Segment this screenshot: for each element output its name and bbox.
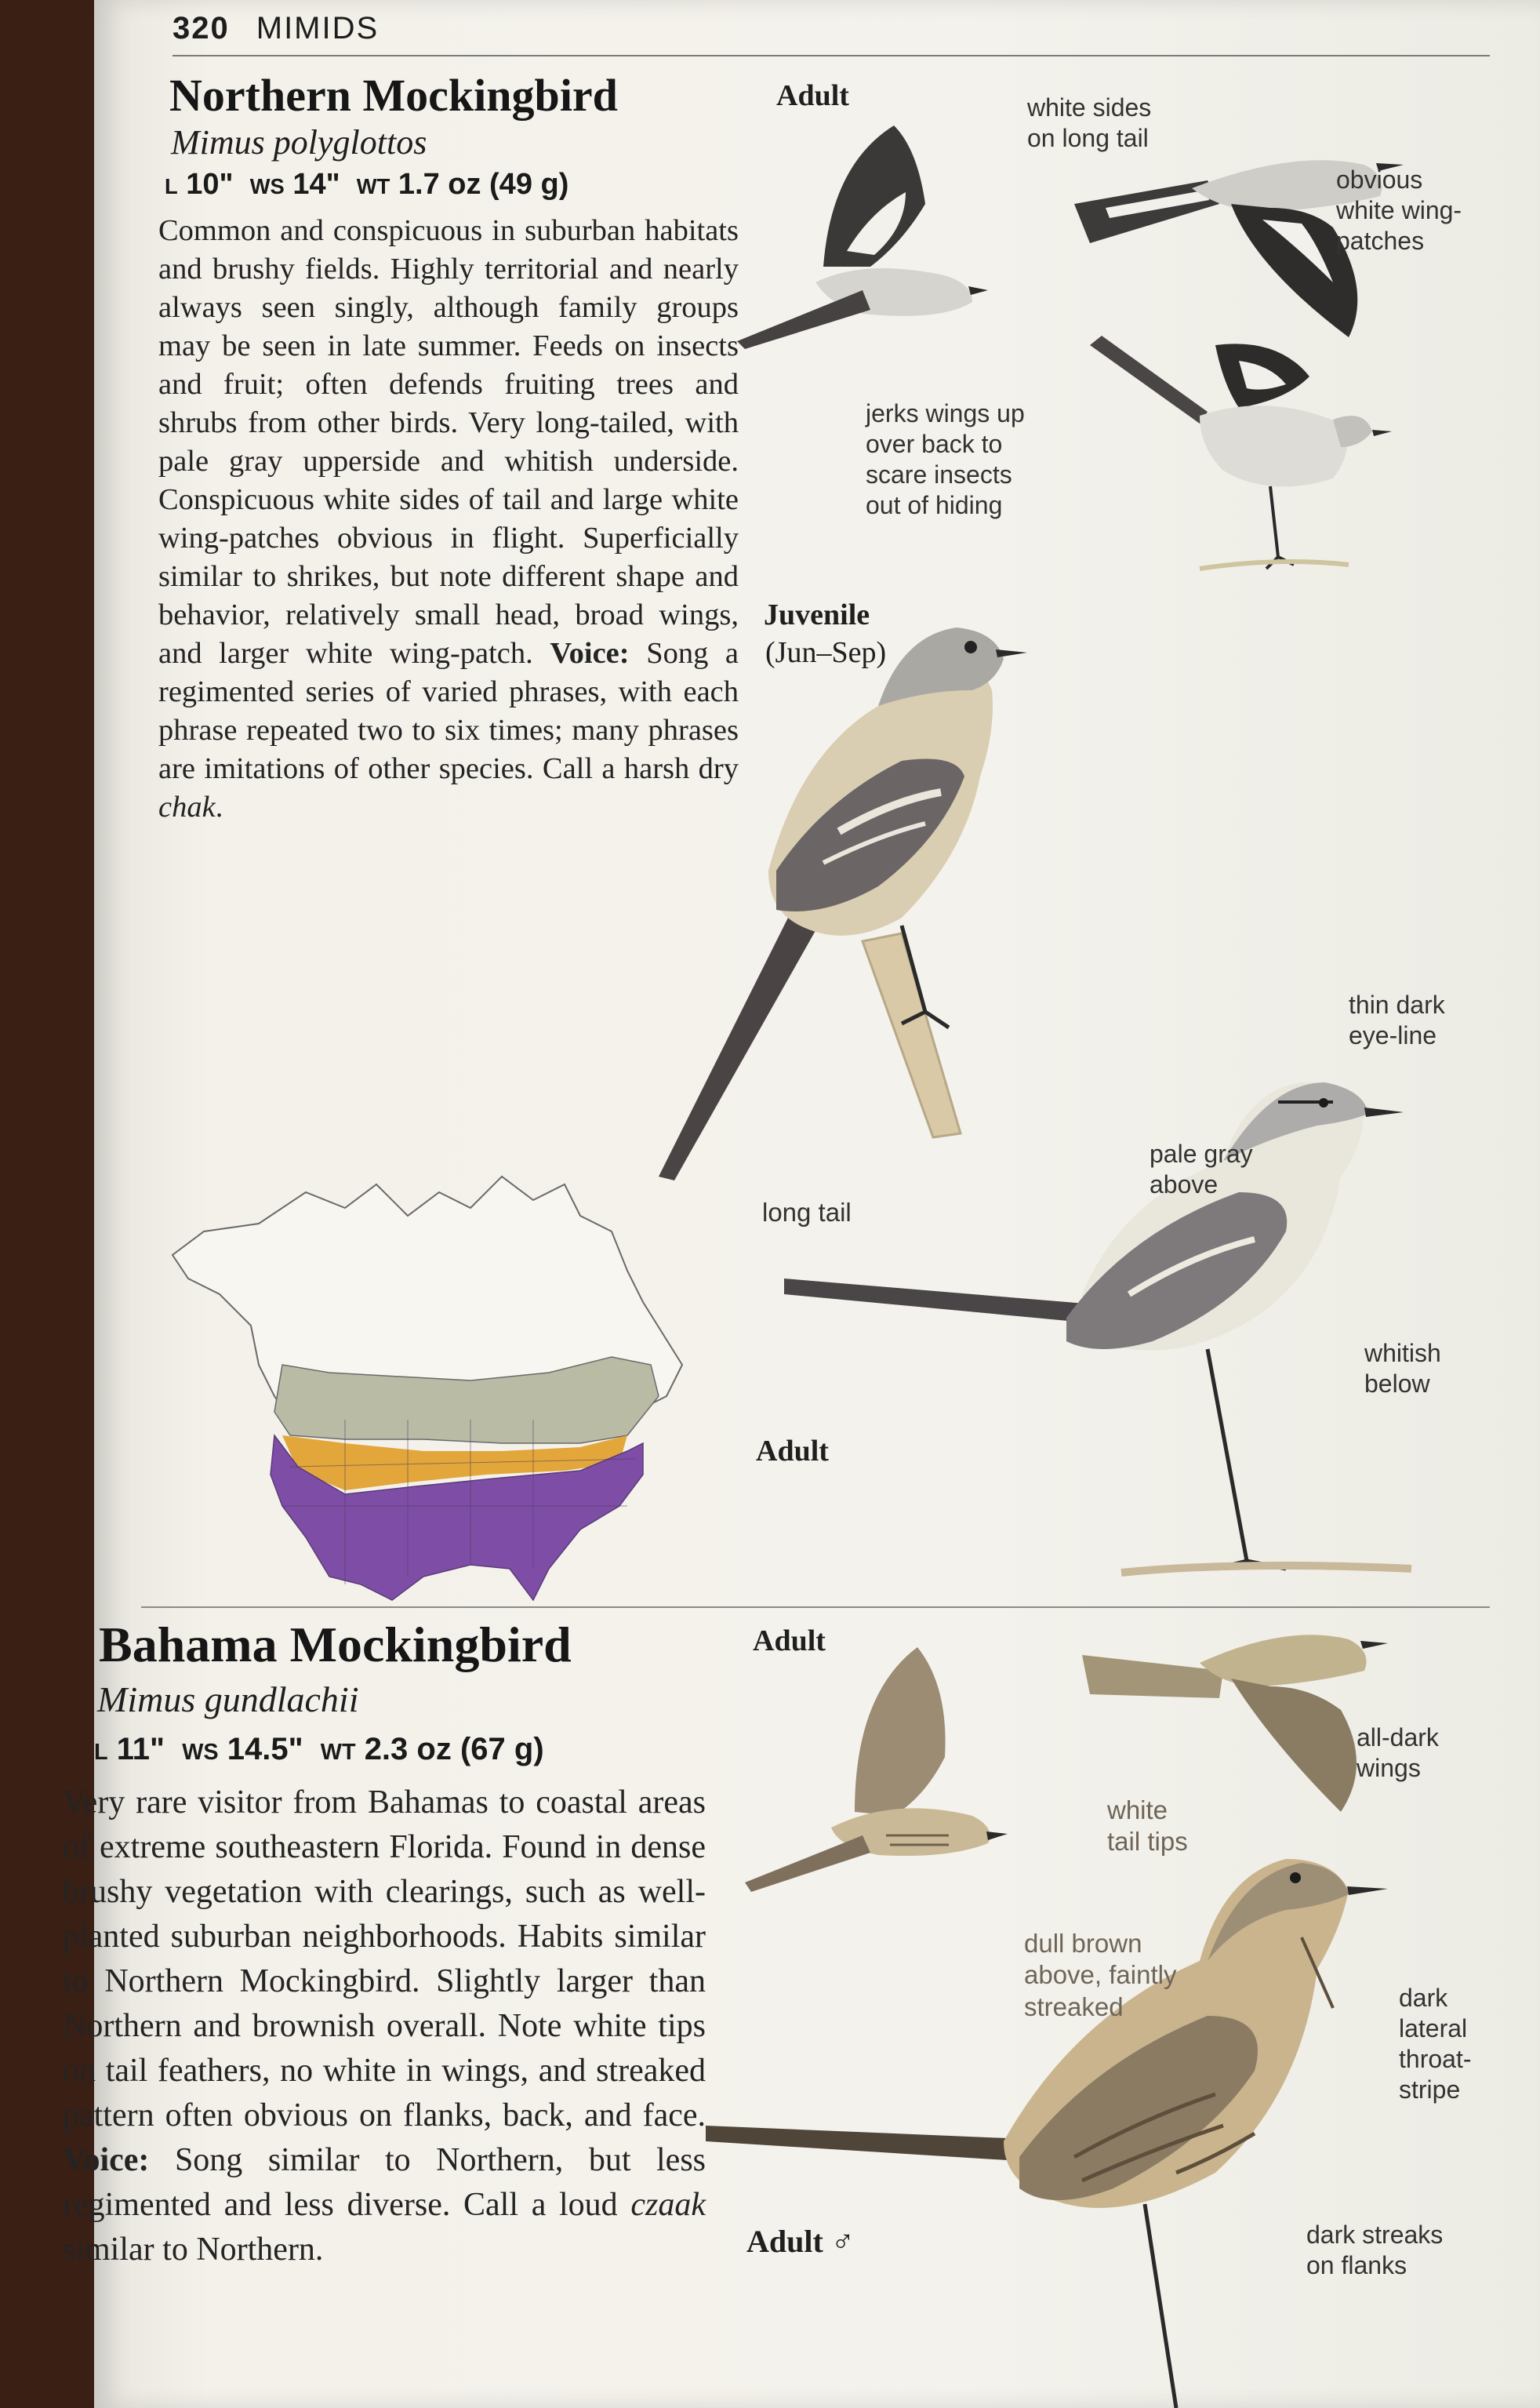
field-guide-page (63, 0, 1540, 2408)
northern-juvenile-period: (Jun–Sep) (765, 636, 887, 669)
header-rule (173, 55, 1490, 56)
northern-measurements: L 10" WS 14" WT 1.7 oz (49 g) (165, 168, 569, 201)
northern-adult-flight-illustration (737, 118, 1066, 361)
callout-wing-patches: obvious white wing- patches (1336, 166, 1462, 256)
callout-whitish-below: whitish below (1364, 1339, 1441, 1399)
bahama-adult-male-label: Adult ♂ (746, 2224, 855, 2259)
callout-throat-stripe: dark lateral throat- stripe (1399, 1984, 1472, 2104)
northern-species-name: Northern Mockingbird (169, 70, 618, 121)
page-number: 320 (173, 11, 230, 45)
northern-adult-flight-label: Adult (776, 79, 849, 112)
bahama-description: Very rare visitor from Bahamas to coastal areas of extreme southeastern Florida. Found in dense brushy vegetation with clearings, such as well-planted suburban neighborhoods. Habits similar to Northern Mockingbird. Slightly larger than Northern and brownish overall. Note white tips on tail feathers, no white in wings, and streaked pattern often obvious on flanks, back, and face. Voice: Song similar to Northern, but less regimented and less diverse. Call a loud czaak similar to Northern. (63, 1784, 706, 2268)
northern-scientific-name: Mimus polyglottos (171, 123, 427, 162)
callout-eye-line: thin dark eye-line (1349, 991, 1445, 1050)
species-divider (141, 1606, 1490, 1608)
callout-white-tail-tips: white tail tips (1107, 1795, 1188, 1857)
bahama-measurements: L 11" WS 14.5" WT 2.3 oz (67 g) (94, 1732, 544, 1766)
northern-wings-up-illustration (1082, 329, 1490, 596)
callout-pale-gray: pale gray above (1150, 1140, 1253, 1199)
callout-dark-streaks-flanks: dark streaks on flanks (1306, 2221, 1444, 2280)
running-header (173, 11, 379, 46)
callout-white-sides: white sides on long tail (1027, 93, 1152, 153)
bahama-scientific-name: Mimus gundlachii (97, 1679, 359, 1719)
northern-adult-perched-illustration (784, 1059, 1490, 1608)
range-map (141, 1161, 721, 1600)
bahama-species-name: Bahama Mockingbird (99, 1617, 572, 1672)
callout-all-dark-wings: all-dark wings (1357, 1723, 1439, 1783)
callout-jerks-wings: jerks wings up over back to scare insects out of hiding (866, 399, 1025, 520)
callout-dull-brown: dull brown above, faintly streaked (1024, 1929, 1177, 2021)
northern-adult-perched-label: Adult (756, 1435, 829, 1468)
northern-juvenile-label: Juvenile (764, 598, 870, 631)
bahama-adult-flight-label: Adult (753, 1624, 826, 1657)
section-title: MIMIDS (256, 11, 380, 45)
northern-description: Common and conspicuous in suburban habitats and brushy fields. Highly territorial and nearly always seen singly, although family groups may be seen in late summer. Feeds on insects and fruit; often defends fruiting trees and shrubs from other birds. Very long-tailed, with pale gray upperside and whitish underside. Conspicuous white sides of tail and large white wing-patches obvious in flight. Superficially similar to shrikes, but note different shape and behavior, relatively small head, broad wings, and larger white wing-patch. Voice: Song a regimented series of varied phrases, with each phrase repeated two to six times; many phrases are imitations of other species. Call a harsh dry chak. (158, 214, 739, 824)
callout-long-tail: long tail (762, 1198, 852, 1227)
